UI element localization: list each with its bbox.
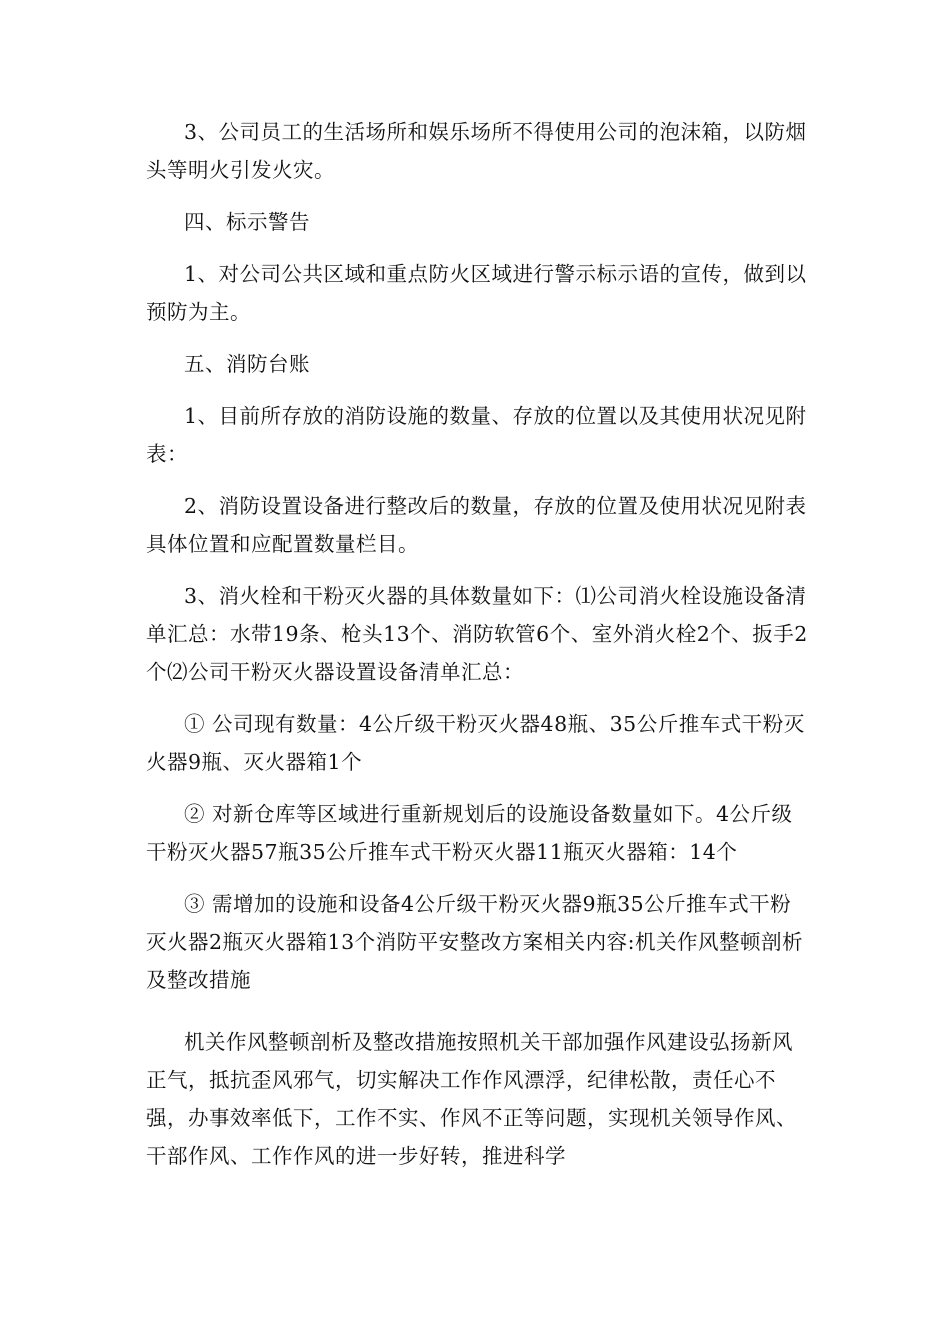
paragraph-3-ledger: 3、消火栓和干粉灭火器的具体数量如下：⑴公司消火栓设施设备清单汇总：水带19条、枪头13个、消防软管6个、室外消火栓2个、扳手2个⑵公司干粉灭火器设置设备清单汇总： — [146, 584, 808, 684]
list-item-additional-quantity: ③ 需增加的设施和设备4公斤级干粉灭火器9瓶35公斤推车式干粉灭火器2瓶灭火器箱13个消防平安整改方案相关内容:机关作风整顿剖析及整改措施 — [146, 892, 804, 992]
paragraph-2-ledger: 2、消防设置设备进行整改后的数量，存放的位置及使用状况见附表具体位置和应配置数量栏目。 — [146, 494, 807, 556]
heading-warning-signs: 四、标示警告 — [184, 210, 310, 234]
paragraph-1-ledger: 1、目前所存放的消防设施的数量、存放的位置以及其使用状况见附表： — [146, 404, 807, 466]
paragraph-1-warning-signs: 1、对公司公共区域和重点防火区域进行警示标示语的宣传，做到以预防为主。 — [146, 262, 807, 324]
heading-fire-ledger: 五、消防台账 — [184, 352, 310, 376]
paragraph-3-staff-areas: 3、公司员工的生活场所和娱乐场所不得使用公司的泡沫箱，以防烟头等明火引发火灾。 — [146, 120, 807, 182]
paragraph-work-style: 机关作风整顿剖析及整改措施按照机关干部加强作风建设弘扬新风正气，抵抗歪风邪气，切实解决工作作风漂浮，纪律松散，责任心不强，办事效率低下，工作不实、作风不正等问题，实现机关领导作风、干部作风、工作作风的进一步好转，推进科学 — [146, 1030, 797, 1168]
list-item-existing-quantity: ① 公司现有数量：4公斤级干粉灭火器48瓶、35公斤推车式干粉灭火器9瓶、灭火器箱1个 — [146, 712, 805, 774]
list-item-replanned-quantity: ② 对新仓库等区域进行重新规划后的设施设备数量如下。4公斤级干粉灭火器57瓶35公斤推车式干粉灭火器11瓶灭火器箱：14个 — [146, 802, 793, 864]
